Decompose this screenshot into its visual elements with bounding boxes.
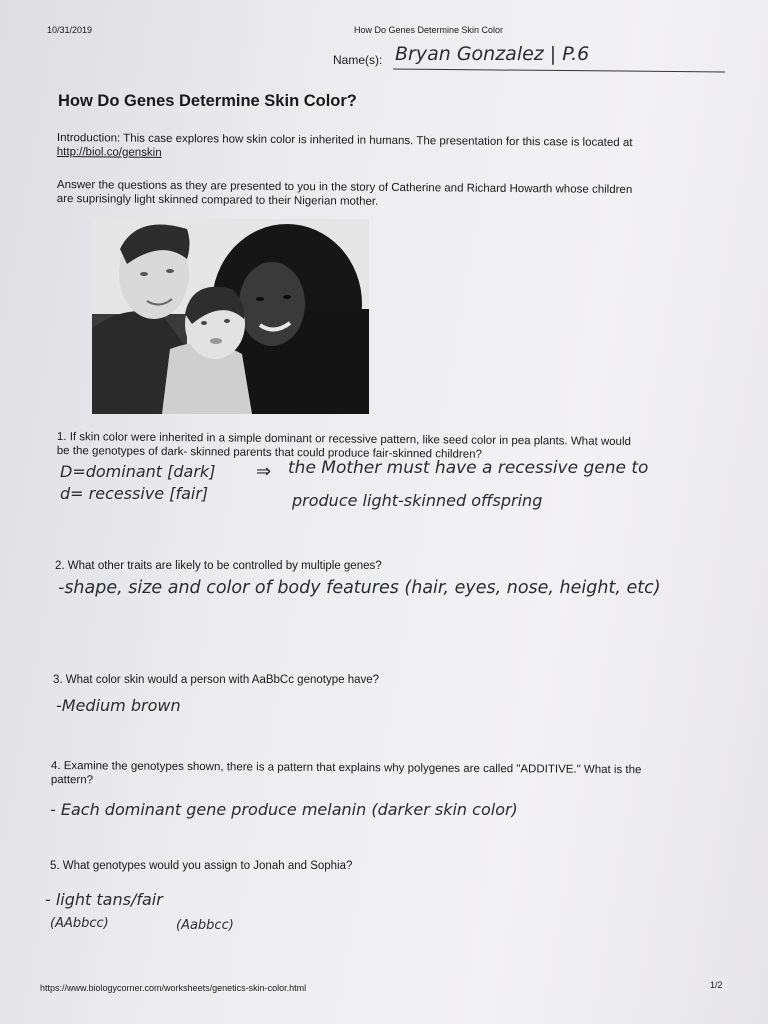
question-5: 5. What genotypes would you assign to Jonah and Sophia? [50,860,353,872]
page-title: How Do Genes Determine Skin Color? [58,92,357,110]
question-4-line1: 4. Examine the genotypes shown, there is a pattern that explains why polygenes are called "ADDITIVE." What is the [50,760,642,777]
presentation-link[interactable]: http://biol.co/genskin [56,145,162,159]
answer-5-line1: - light tans/fair [45,890,163,909]
question-1-line1: 1. If skin color were inherited in a simple dominant or recessive pattern, like seed color in pea plants. What would [56,430,631,449]
answer-3: -Medium brown [56,696,181,715]
answer-2: -shape, size and color of body features (hair, eyes, nose, height, etc) [58,578,661,598]
header-title: How Do Genes Determine Skin Color [354,25,504,35]
answer-5-genotype-1: (AAbbcc) [50,916,109,931]
footer-url: https://www.biologycorner.com/worksheets/genetics-skin-color.html [40,983,307,993]
question-1-line2: be the genotypes of dark- skinned parents that could produce fair-skinned children? [56,444,482,461]
family-photo [92,219,369,414]
intro-text [57,131,737,165]
answer-4: - Each dominant gene produce melanin (darker skin color) [50,800,518,819]
page-number: 1/2 [710,980,723,990]
answer-5-genotype-2: (Aabbcc) [176,918,234,933]
instructions-line1: Answer the questions as they are presented to you in the story of Catherine and Richard Howarth whose children [56,178,633,197]
question-3: 3. What color skin would a person with AaBbCc genotype have? [53,674,380,686]
instructions-line2: are suprisingly light skinned compared to their Nigerian mother. [56,192,379,208]
answer-1-line1: D=dominant [dark] [60,462,216,481]
answer-1-line3: the Mother must have a recessive gene to [288,458,649,478]
answer-1-line2: d= recessive [fair] [60,484,209,503]
family-photo-illustration [92,219,369,414]
print-date: 10/31/2019 [47,25,93,35]
intro-line1: Introduction: This case explores how skin color is inherited in humans. The presentation for this case is located at [56,131,633,150]
name-label: Name(s): [333,53,383,67]
instructions-text [57,178,737,212]
student-name: Bryan Gonzalez | P.6 [395,43,590,65]
question-4-line2: pattern? [50,773,94,787]
answer-1-arrow: ⇒ [256,461,272,482]
answer-1-line4: produce light-skinned offspring [292,491,543,510]
question-2: 2. What other traits are likely to be controlled by multiple genes? [55,560,382,572]
question-4 [51,759,731,792]
